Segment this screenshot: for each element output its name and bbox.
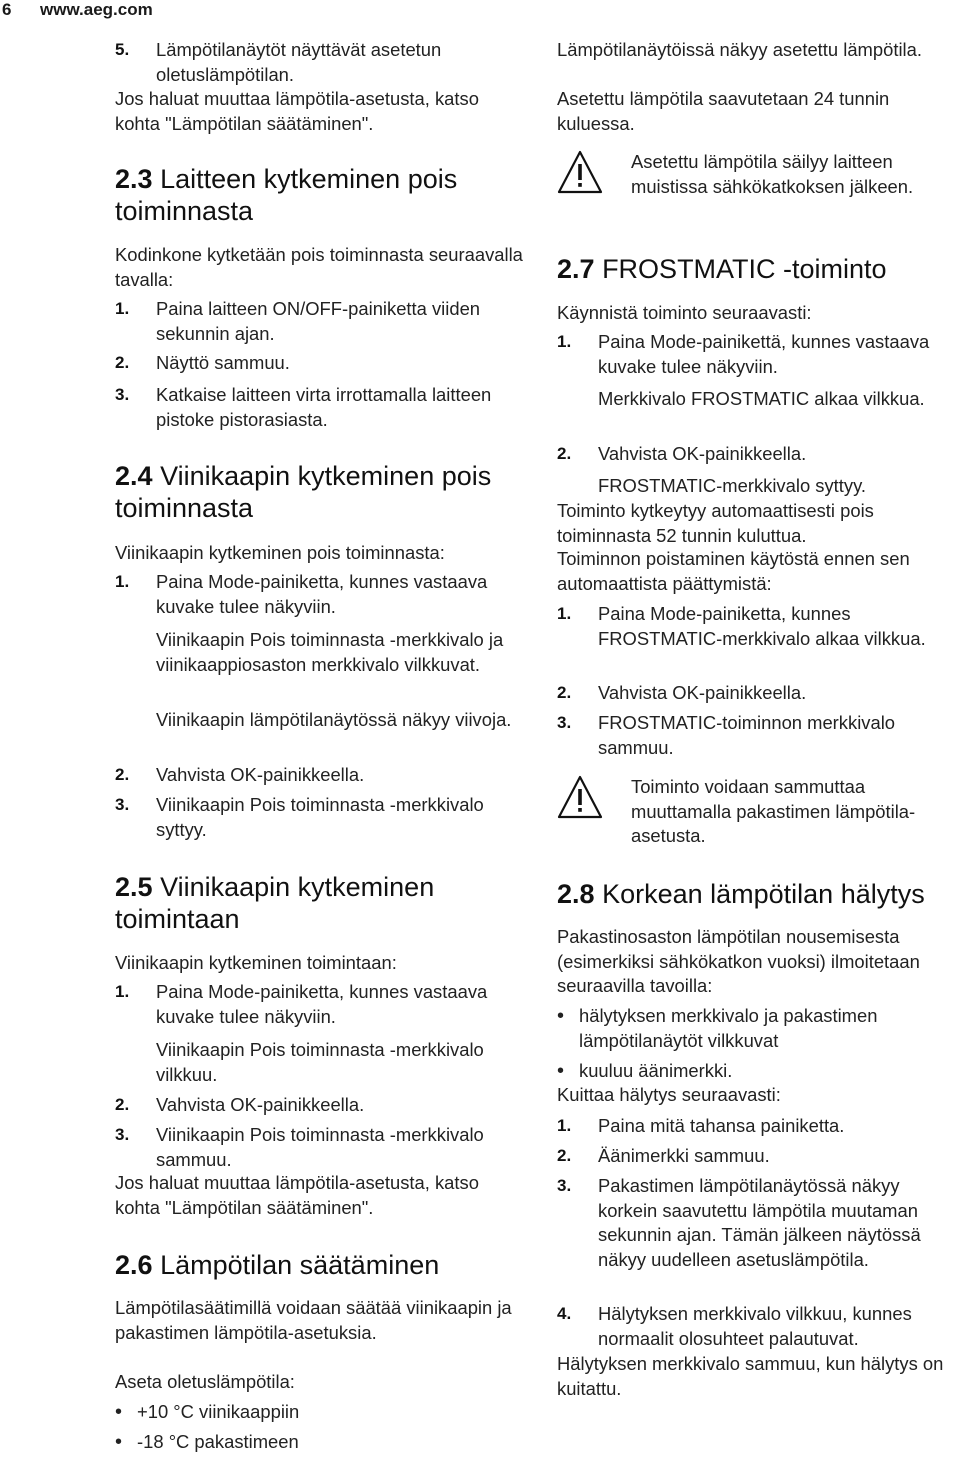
step-note: Viinikaapin lämpötilanäytössä näkyy viivoja. xyxy=(156,709,512,730)
bullet-text: +10 °C viinikaappiin xyxy=(137,1401,300,1422)
step-text: Hälytyksen merkkivalo vilkkuu, kunnes normaalit olosuhteet palautuvat. xyxy=(598,1303,912,1349)
step-text: Paina Mode-painiketta, kunnes vastaava kuvake tulee näkyviin. xyxy=(156,571,488,617)
paragraph: Viinikaapin kytkeminen pois toiminnasta: xyxy=(115,542,445,563)
step-number: 3. xyxy=(115,1125,130,1144)
step-text: Paina Mode-painiketta, kunnes vastaava kuvake tulee näkyviin. xyxy=(156,981,488,1027)
step-text: Katkaise laitteen virta irrottamalla laitteen pistoke pistorasiasta. xyxy=(156,384,492,430)
warning-text: Toiminto voidaan sammuttaa muuttamalla pakastimen lämpötila-asetusta. xyxy=(631,776,916,846)
section-number: 2.3 xyxy=(115,164,153,194)
step-number: 2. xyxy=(557,1146,572,1165)
paragraph: Kodinkone kytketään pois toiminnasta seuraavalla tavalla: xyxy=(115,244,523,290)
step-number: 2. xyxy=(557,444,572,463)
step-text: Vahvista OK-painikkeella. xyxy=(156,1094,365,1115)
section-number: 2.6 xyxy=(115,1250,153,1280)
step-text: Paina Mode-painiketta, kunnes FROSTMATIC-merkkivalo alkaa vilkkua. xyxy=(598,603,926,649)
paragraph: Jos haluat muuttaa lämpötila-asetusta, katso kohta "Lämpötilan säätäminen". xyxy=(115,88,479,134)
paragraph: Hälytyksen merkkivalo sammuu, kun hälytys on kuitattu. xyxy=(557,1353,944,1399)
section-number: 2.7 xyxy=(557,254,595,284)
step-text: Pakastimen lämpötilanäytössä näkyy korkein saavutettu lämpötila muutaman sekunnin ajan. Tämän jälkeen näytössä näkyy uudelleen asetuslämpötila. xyxy=(598,1175,921,1270)
bullet-text: kuuluu äänimerkki. xyxy=(579,1060,733,1081)
step-number: 1. xyxy=(557,1116,572,1135)
header-url[interactable]: www.aeg.com xyxy=(40,0,153,19)
step-number: 1. xyxy=(557,604,572,623)
step-text: Viinikaapin Pois toiminnasta -merkkivalo sammuu. xyxy=(156,1124,484,1170)
paragraph: Asetettu lämpötila saavutetaan 24 tunnin kuluessa. xyxy=(557,88,890,134)
step-text: Vahvista OK-painikkeella. xyxy=(156,764,365,785)
section-heading-2-4 xyxy=(115,460,525,524)
list-item xyxy=(115,793,525,842)
step-text: Vahvista OK-painikkeella. xyxy=(598,682,807,703)
list-item xyxy=(115,763,525,788)
paragraph: Toiminto kytkeytyy automaattisesti pois toiminnasta 52 tunnin kuluttua. xyxy=(557,500,874,546)
step-number: 1. xyxy=(115,299,130,318)
list-item xyxy=(115,980,525,1029)
step-text: Paina Mode-painikettä, kunnes vastaava kuvake tulee näkyviin. xyxy=(598,331,930,377)
bullet-icon: • xyxy=(115,1431,123,1453)
step-text: Näyttö sammuu. xyxy=(156,352,290,373)
bullet-item xyxy=(115,1430,525,1455)
section-number: 2.8 xyxy=(557,879,595,909)
section-number: 2.5 xyxy=(115,872,153,902)
step-number: 3. xyxy=(115,795,130,814)
bullet-text: -18 °C pakastimeen xyxy=(137,1431,299,1452)
step-number: 1. xyxy=(115,572,130,591)
list-item xyxy=(557,602,957,651)
section-title: Korkean lämpötilan hälytys xyxy=(602,879,925,909)
list-item xyxy=(557,711,957,760)
bullet-text: hälytyksen merkkivalo ja pakastimen lämpötilanäytöt vilkkuvat xyxy=(579,1005,878,1051)
list-item xyxy=(115,351,525,376)
paragraph: Aseta oletuslämpötila: xyxy=(115,1371,295,1392)
page-number: 6 xyxy=(2,0,12,19)
section-heading-2-5 xyxy=(115,871,525,935)
paragraph: Lämpötilasäätimillä voidaan säätää viinikaapin ja pakastimen lämpötila-asetuksia. xyxy=(115,1297,512,1343)
section-heading-2-7 xyxy=(557,253,957,285)
list-item xyxy=(557,681,957,706)
step-number: 3. xyxy=(557,713,572,732)
section-heading-2-3 xyxy=(115,163,525,227)
section-title: Viinikaapin kytkeminen pois toiminnasta xyxy=(115,461,492,523)
paragraph: Pakastinosaston lämpötilan nousemisesta (esimerkiksi sähkökatkon vuoksi) ilmoitetaan seuraavilla tavoilla: xyxy=(557,926,920,996)
paragraph: Toiminnon poistaminen käytöstä ennen sen automaattista päättymistä: xyxy=(557,548,910,594)
list-item xyxy=(557,1144,957,1169)
step-note: Viinikaapin Pois toiminnasta -merkkivalo vilkkuu. xyxy=(156,1039,484,1085)
section-title: Viinikaapin kytkeminen toimintaan xyxy=(115,872,435,934)
list-item xyxy=(557,1174,957,1272)
step-number: 1. xyxy=(115,982,130,1001)
paragraph: Käynnistä toiminto seuraavasti: xyxy=(557,302,812,323)
section-heading-2-6 xyxy=(115,1249,525,1281)
step-text: Paina laitteen ON/OFF-painiketta viiden sekunnin ajan. xyxy=(156,298,481,344)
section-number: 2.4 xyxy=(115,461,153,491)
step-text: Vahvista OK-painikkeella. xyxy=(598,443,807,464)
list-item xyxy=(115,570,525,619)
step-note: Viinikaapin Pois toiminnasta -merkkivalo ja viinikaappiosaston merkkivalo vilkkuvat. xyxy=(156,629,504,675)
step-number: 2. xyxy=(115,1095,130,1114)
bullet-icon: • xyxy=(557,1060,565,1082)
step-number: 2. xyxy=(557,683,572,702)
step-number: 2. xyxy=(115,765,130,784)
step-number: 3. xyxy=(115,385,130,404)
section-title: FROSTMATIC -toiminto xyxy=(602,254,887,284)
bullet-icon: • xyxy=(557,1005,565,1027)
list-item xyxy=(557,330,957,379)
step-number: 5. xyxy=(115,40,130,59)
bullet-item xyxy=(115,1400,525,1425)
list-item xyxy=(115,297,525,346)
step-number: 3. xyxy=(557,1176,572,1195)
step-number: 2. xyxy=(115,353,130,372)
step-text: Lämpötilanäytöt näyttävät asetetun oletuslämpötilan. xyxy=(156,39,442,85)
bullet-item xyxy=(557,1059,957,1084)
step-text: FROSTMATIC-toiminnon merkkivalo sammuu. xyxy=(598,712,896,758)
step-note: FROSTMATIC-merkkivalo syttyy. xyxy=(598,475,867,496)
step-number: 4. xyxy=(557,1304,572,1323)
list-item xyxy=(115,38,525,87)
list-item xyxy=(115,1123,525,1172)
section-title: Laitteen kytkeminen pois toiminnasta xyxy=(115,164,458,226)
step-number: 1. xyxy=(557,332,572,351)
paragraph: Kuittaa hälytys seuraavasti: xyxy=(557,1084,781,1105)
paragraph: Lämpötilanäytöissä näkyy asetettu lämpötila. xyxy=(557,39,922,60)
list-item xyxy=(115,383,525,432)
paragraph: Jos haluat muuttaa lämpötila-asetusta, katso kohta "Lämpötilan säätäminen". xyxy=(115,1172,479,1218)
section-heading-2-8 xyxy=(557,878,957,910)
bullet-item xyxy=(557,1004,957,1053)
section-title: Lämpötilan säätäminen xyxy=(160,1250,440,1280)
step-text: Äänimerkki sammuu. xyxy=(598,1145,770,1166)
step-text: Paina mitä tahansa painiketta. xyxy=(598,1115,845,1136)
list-item xyxy=(557,442,957,467)
step-note: Merkkivalo FROSTMATIC alkaa vilkkua. xyxy=(598,388,925,409)
paragraph: Viinikaapin kytkeminen toimintaan: xyxy=(115,952,397,973)
list-item xyxy=(557,1114,957,1139)
warning-text: Asetettu lämpötila säilyy laitteen muistissa sähkökatkoksen jälkeen. xyxy=(631,151,914,197)
list-item xyxy=(557,1302,957,1351)
bullet-icon: • xyxy=(115,1401,123,1423)
list-item xyxy=(115,1093,525,1118)
step-text: Viinikaapin Pois toiminnasta -merkkivalo syttyy. xyxy=(156,794,484,840)
